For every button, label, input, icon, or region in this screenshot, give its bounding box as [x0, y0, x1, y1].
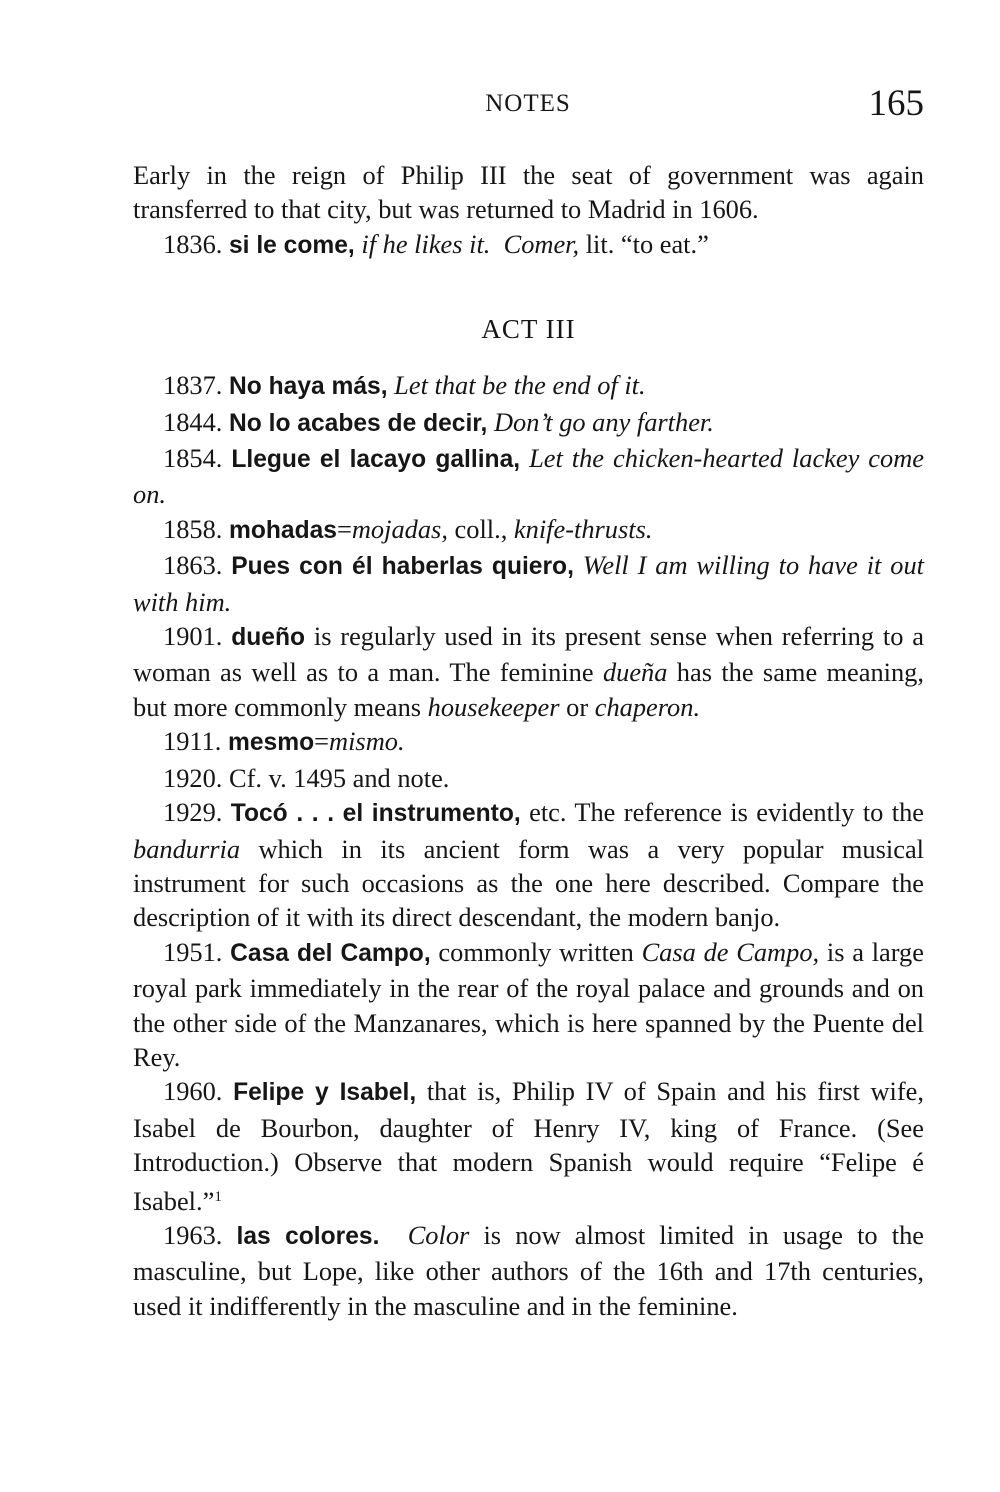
gloss: Let that be the end of it. — [394, 370, 646, 401]
equivalent: mismo. — [329, 726, 405, 757]
note-text: commonly written — [438, 936, 634, 967]
section-heading: ACT III — [481, 314, 576, 345]
note-1844 — [133, 405, 924, 441]
headword: si le come, — [229, 231, 355, 259]
italic-term: housekeeper — [427, 691, 560, 722]
italic-term: Casa de Campo, — [641, 936, 820, 967]
italic-term: Color — [407, 1219, 470, 1250]
italic-term: chaperon. — [594, 691, 701, 722]
headword: mesmo — [228, 729, 315, 757]
line-number: 1844. — [163, 406, 223, 437]
gloss: Don’t go any farther. — [493, 406, 714, 437]
note-text: etc. The reference is evidently to the — [529, 797, 924, 828]
line-number: 1911. — [163, 726, 222, 757]
headword: Tocó . . . el instrumento, — [230, 800, 521, 828]
headword: mohadas — [229, 516, 337, 544]
headword: dueño — [231, 624, 306, 652]
note-1836 — [133, 227, 924, 263]
equals-sign: = — [314, 726, 330, 757]
line-number: 1960. — [163, 1076, 223, 1107]
headword: No haya más, — [229, 373, 388, 401]
italic-term: Comer, — [503, 228, 580, 259]
note-text: Cf. v. 1495 and note. — [229, 762, 450, 793]
note-1951 — [133, 935, 924, 1075]
note-1837 — [133, 368, 924, 404]
note-1863 — [133, 548, 924, 619]
note-text: has the same meaning, but more commonly means — [133, 657, 924, 722]
line-number: 1901. — [163, 621, 223, 652]
line-number: 1837. — [163, 370, 223, 401]
note-text: that is, Philip IV of Spain and his first wife, Isabel de Bourbon, daughter of Henry IV, king of France. (See Introduction.) Observe that modern Spanish would require “Felipe é Isabel.” — [133, 1076, 924, 1216]
line-number: 1920. — [163, 762, 223, 793]
continued-paragraph: Early in the reign of Philip III the seat of government was again transferred to that city, but was returned to Madrid in 1606. — [133, 160, 924, 225]
note-text: lit. “to eat.” — [585, 228, 709, 259]
headword: Llegue el lacayo gallina, — [231, 446, 521, 474]
line-number: 1854. — [163, 443, 223, 474]
note-1854 — [133, 441, 924, 512]
note-1901 — [133, 619, 924, 724]
note-1929 — [133, 795, 924, 935]
note-text: coll., — [454, 513, 508, 544]
equals-sign: = — [336, 513, 352, 544]
note-text: is regularly used in its present sense when referring to a woman as well as to a man. The feminine — [133, 621, 924, 688]
note-1963 — [133, 1218, 924, 1323]
line-number: 1836. — [163, 228, 223, 259]
line-number: 1951. — [163, 936, 223, 967]
page-number: 165 — [868, 83, 924, 124]
notes-body — [133, 158, 924, 1323]
headword: Felipe y Isabel, — [233, 1079, 417, 1107]
note-1920 — [133, 761, 924, 795]
footnote-marker: 1 — [214, 1188, 222, 1205]
note-text: or — [566, 691, 589, 722]
gloss: knife-thrusts. — [513, 513, 653, 544]
line-number: 1963. — [163, 1219, 223, 1250]
equivalent: mojadas, — [351, 513, 448, 544]
line-number: 1929. — [163, 797, 223, 828]
line-number: 1863. — [163, 550, 223, 581]
headword: Pues con él haberlas quiero, — [231, 553, 574, 581]
running-head-title: NOTES — [485, 90, 571, 117]
running-head — [0, 83, 1000, 126]
headword: No lo acabes de decir, — [229, 409, 488, 437]
note-text: which in its ancient form was a very popular musical instrument for such occasions as the one here described. Compare the description of it with its direct descendant, the modern banjo. — [133, 833, 924, 933]
note-1911 — [133, 724, 924, 760]
note-text: is now almost limited in usage to the masculine, but Lope, like other authors of the 16th and 17th centuries, used it indifferently in the masculine and in the feminine. — [133, 1219, 924, 1321]
italic-term: dueña — [602, 657, 668, 688]
note-1960 — [133, 1074, 924, 1218]
gloss: if he likes it. — [361, 228, 491, 259]
gloss: Well I am willing to have it out with him. — [133, 550, 924, 617]
gloss: Let the chicken-hearted lackey come on. — [133, 443, 924, 510]
note-text: is a large royal park immediately in the rear of the royal palace and grounds and on the other side of the Manzanares, which is here spanned by the Puente del Rey. — [133, 936, 924, 1072]
note-1858 — [133, 512, 924, 548]
line-number: 1858. — [163, 513, 223, 544]
headword: las colores. — [236, 1222, 380, 1250]
italic-term: bandurria — [133, 833, 241, 864]
headword: Casa del Campo, — [230, 939, 431, 967]
